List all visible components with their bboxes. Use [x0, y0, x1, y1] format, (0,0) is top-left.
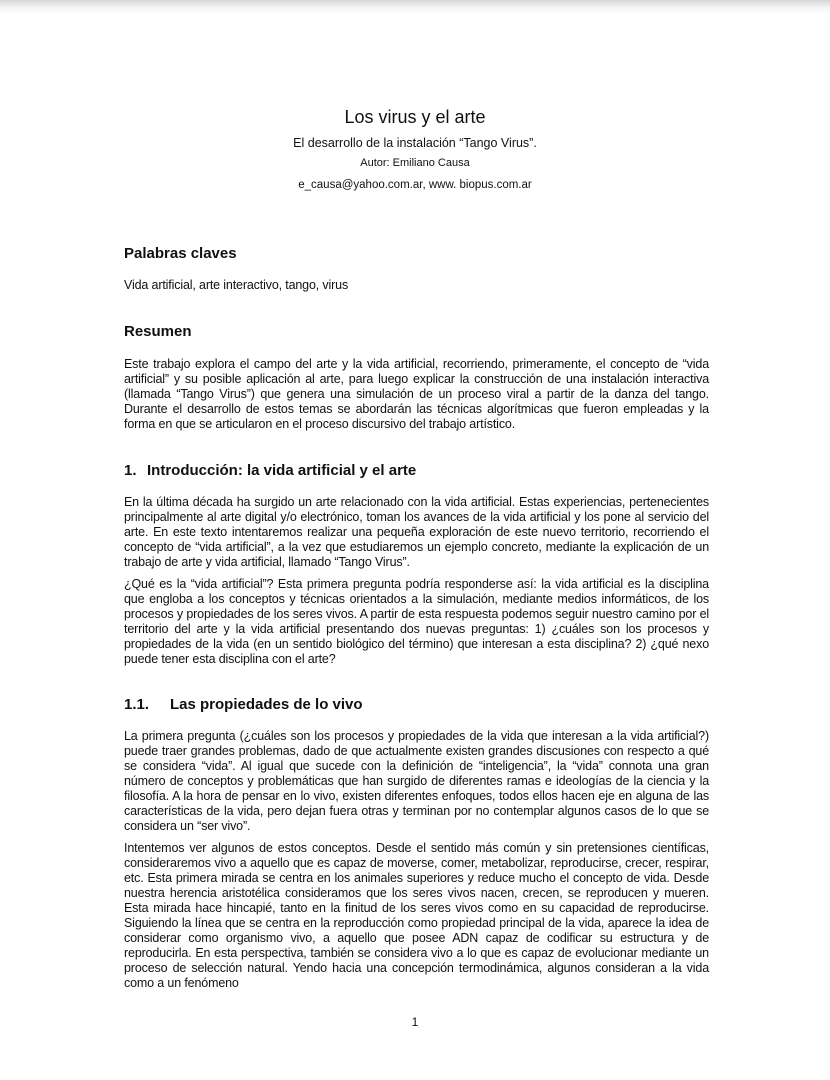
- document-subtitle: El desarrollo de la instalación “Tango Virus”.: [293, 136, 537, 150]
- section-1-1-number: 1.1.: [124, 696, 150, 713]
- section-1-1-paragraph-2: Intentemos ver algunos de estos conceptos. Desde el sentido más común y sin pretensiones científicas, consideraremos vivo a aquello que es capaz de moverse, comer, metabolizar, reproducirse, crecer, respirar, etc. Esta primera mirada se centra en los animales superiores y reduce mucho el concepto de vida. Desde nuestra herencia aristotélica consideramos que los seres vivos nacen, crecen, se reproducen y mueren. Esta mirada hace hincapié, tanto en la finitud de los seres vivos como en su capacidad de reproducirse. Siguiendo la línea que se centra en la reproducción como propiedad principal de la vida, aparece la idea de considerar como organismo vivo, a aquello que posee ADN capaz de codificar su estructura y de reproducirla. En esta perspectiva, también se considera vivo a lo que es capaz de evolucionar mediante un proceso de selección natural. Yendo hacia una concepción termodinámica, algunos consideran a la vida como a un fenómeno: [124, 841, 709, 990]
- abstract-paragraph: Este trabajo explora el campo del arte y la vida artificial, recorriendo, primeramente, el concepto de “vida artificial” y su posible aplicación al arte, para luego explicar la construcción de una instalación interactiva (llamada “Tango Virus”) que genera una simulación de un proceso viral a partir de la danza del tango. Durante el desarrollo de estos temas se abordarán las técnicas algorítmicas que fueron empleadas y la forma en que se articularon en el proceso discursivo del trabajo artístico.: [124, 357, 709, 431]
- document-contact: e_causa@yahoo.com.ar, www. biopus.com.ar: [298, 179, 532, 191]
- abstract-heading: Resumen: [124, 323, 192, 340]
- section-1-title: Introducción: la vida artificial y el arte: [147, 462, 417, 479]
- section-1-paragraph-2: ¿Qué es la “vida artificial”? Esta primera pregunta podría responderse así: la vida artificial es la disciplina que engloba a los conceptos y técnicas orientados a la simulación, mediante medios informáticos, de los procesos y propiedades de los seres vivos. A partir de esta respuesta podemos seguir nuestro camino por el territorio del arte y la vida artificial presentando dos nuevas preguntas: 1) ¿cuáles son los procesos y propiedades de la vida (en un sentido biológico del término) que interesan a esta disciplina? 2) ¿qué nexo puede tener esta disciplina con el arte?: [124, 577, 709, 666]
- section-1-1-paragraph-1: La primera pregunta (¿cuáles son los procesos y propiedades de la vida que interesan a la vida artificial?) puede traer grandes problemas, dado de que actualmente existen grandes discusiones con respecto a qué se considera “vida”. Al igual que sucede con la definición de “inteligencia”, la “vida” connota una gran número de conceptos y problemáticas que han surgido de diferentes ramas e ideologías de la ciencia y la filosofía. A la hora de pensar en lo vivo, existen diferentes enfoques, todos ellos hacen eje en alguna de las características de la vida, pero dejan fuera otras y terminan por no contemplar algunos casos de lo que se considera un “ser vivo”.: [124, 729, 709, 833]
- section-1-1-heading: [124, 696, 363, 714]
- section-1-1-title: Las propiedades de lo vivo: [170, 696, 363, 713]
- section-1-number: 1.: [124, 462, 137, 479]
- viewer-top-shadow: [0, 0, 830, 14]
- section-1-heading: [124, 462, 416, 480]
- document-title: Los virus y el arte: [344, 107, 486, 127]
- section-1-paragraph-1: En la última década ha surgido un arte relacionado con la vida artificial. Estas experiencias, pertenecientes principalmente al arte digital y/o electrónico, toman los avances de la vida artificial y los pone al servicio del arte. En este texto intentaremos realizar una pequeña exploración de este nuevo territorio, recorriendo el concepto de “vida artificial”, a la vez que estudiaremos un ejemplo concreto, mediante la explicación de un trabajo de arte y vida artificial, llamado “Tango Virus”.: [124, 495, 709, 569]
- document-author: Autor: Emiliano Causa: [360, 157, 470, 169]
- page-number: 1: [411, 1015, 419, 1029]
- keywords-text: Vida artificial, arte interactivo, tango, virus: [124, 278, 349, 292]
- keywords-heading: Palabras claves: [124, 245, 237, 262]
